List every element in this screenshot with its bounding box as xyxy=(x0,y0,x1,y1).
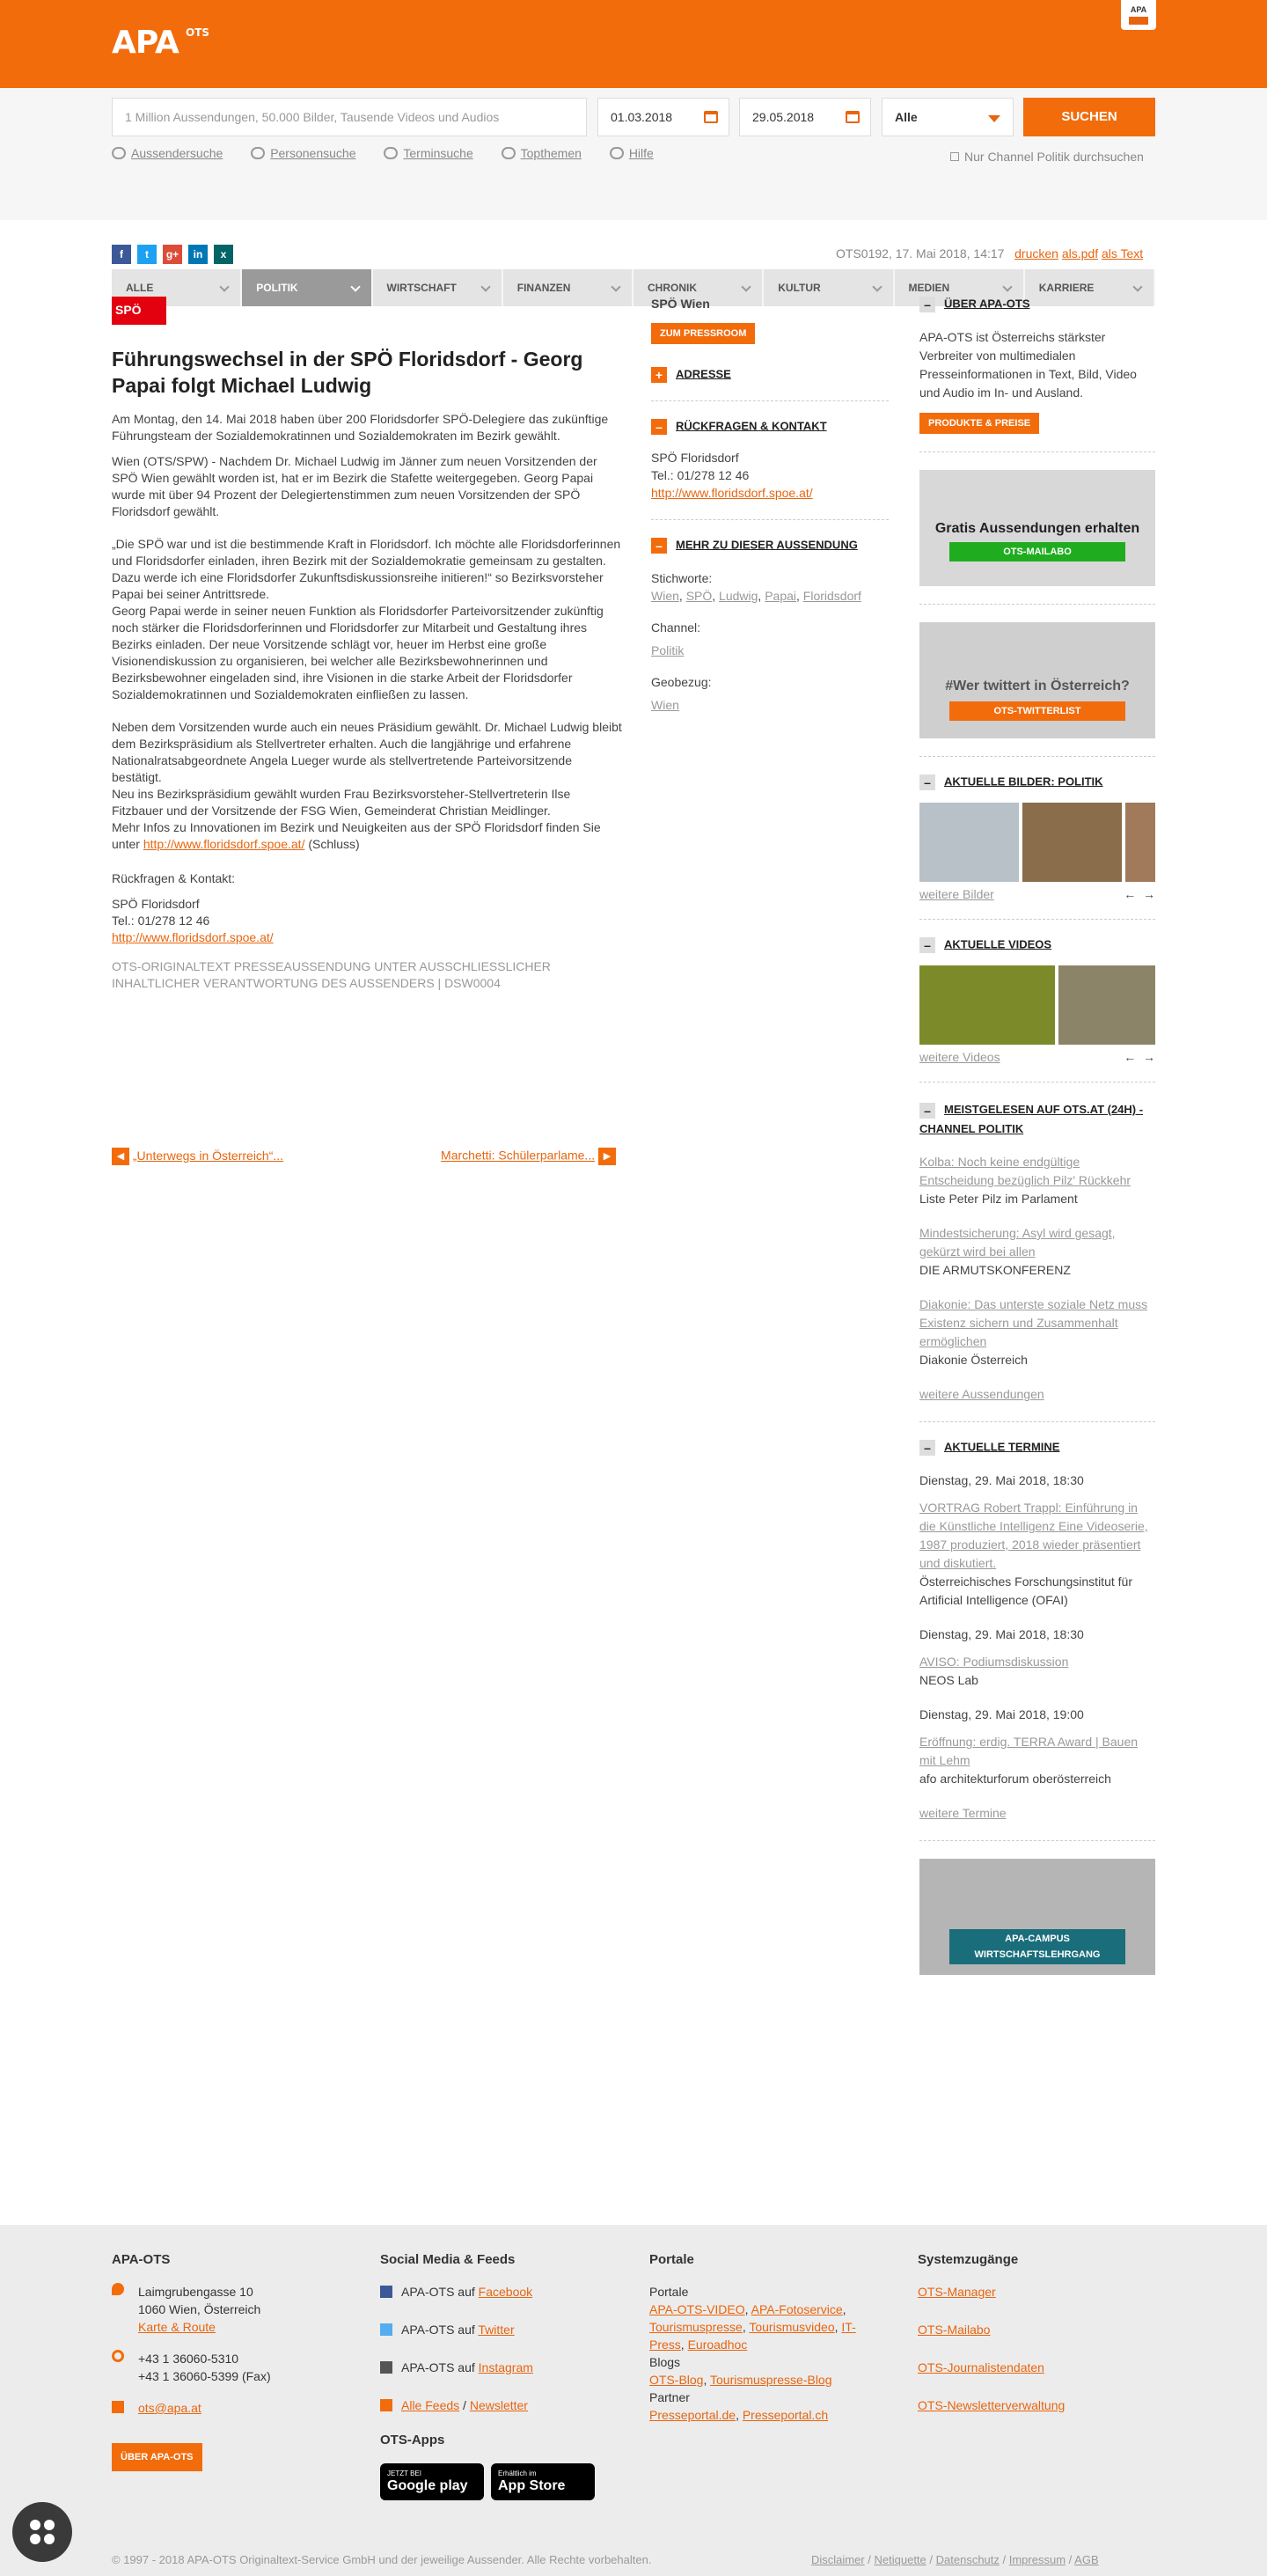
email-link[interactable]: ots@apa.at xyxy=(138,2401,201,2415)
pressroom-button[interactable]: ZUM PRESSROOM xyxy=(651,323,755,344)
video-thumb[interactable] xyxy=(919,965,1055,1045)
paragraph: „Die SPÖ war und ist die bestimmende Kraft in Floridsdorf. Ich möchte alle Floridsdorferinnen und Floridsdorfer einladen, ihren Bezirk mit der Sozialdemokratie gemeinsam zu gestalten. Dazu werde ich eine Floridsdorfer Zukunftsdiskussionsreihe initieren!“ so Bezirksvorsteher Papai bei seiner Antrittsrede. xyxy=(112,537,621,601)
instagram-link[interactable]: Instagram xyxy=(478,2360,533,2374)
keyword-link[interactable]: Papai xyxy=(765,589,797,603)
floridsdorf-link[interactable]: http://www.floridsdorf.spoe.at/ xyxy=(143,837,305,851)
feeds-link[interactable]: Alle Feeds xyxy=(401,2398,460,2412)
images-head[interactable]: – AKTUELLE BILDER: POLITIK xyxy=(919,774,1155,790)
twitter-icon[interactable]: t xyxy=(137,245,157,264)
arrow-left-icon: ◀ xyxy=(112,1148,129,1165)
sender-column xyxy=(651,297,889,714)
instagram-icon xyxy=(380,2361,392,2374)
about-head[interactable]: – ÜBER APA-OTS xyxy=(919,297,1155,312)
contact-tel: Tel.: 01/278 12 46 xyxy=(112,914,210,928)
video-thumb[interactable] xyxy=(1058,965,1155,1045)
netiquette-link[interactable]: Netiquette xyxy=(874,2553,926,2566)
tab-medien[interactable]: MEDIEN xyxy=(895,269,1025,306)
tab-chronik[interactable]: CHRONIK xyxy=(634,269,764,306)
disclaimer: OTS-ORIGINALTEXT PRESSEAUSSENDUNG UNTER AUSSCHLIESSLICHER INHALTLICHER VERANTWORTUNG DES AUSSENDERS | DSW0004 xyxy=(112,959,551,990)
keyword-link[interactable]: Wien xyxy=(651,589,679,603)
minus-icon: – xyxy=(919,937,935,953)
twitter-icon xyxy=(380,2323,392,2336)
topthemen-link[interactable]: Topthemen xyxy=(520,146,582,160)
rss-icon xyxy=(380,2399,392,2411)
mostread-head[interactable]: – MEISTGELESEN AUF OTS.AT (24H) - CHANNEL POLITIK xyxy=(919,1103,1144,1135)
apps-grid-button[interactable] xyxy=(12,2502,72,2562)
more-videos-link[interactable]: weitere Videos xyxy=(919,1050,1000,1064)
facebook-link[interactable]: Facebook xyxy=(478,2285,533,2299)
portal-link[interactable]: IT-Press xyxy=(649,2320,856,2352)
portal-link[interactable]: Euroadhoc xyxy=(687,2337,748,2352)
paragraph: Neu ins Bezirkspräsidium gewählt wurden Frau Bezirksvorsteher-Stellvertreterin Ilse Fitzbauer und der Vorsitzende der FSG Wien, Gemeinderat Christian Meidlinger. xyxy=(112,787,571,818)
contact-url-link[interactable]: http://www.floridsdorf.spoe.at/ xyxy=(112,930,274,944)
minus-icon: – xyxy=(651,538,667,554)
xing-icon[interactable]: x xyxy=(214,245,233,264)
minus-icon: – xyxy=(919,1440,935,1456)
mail-icon xyxy=(112,2401,124,2413)
minus-icon: – xyxy=(919,1103,935,1119)
paragraph: Mehr Infos zu Innovationen im Bezirk und Neuigkeiten aus der SPÖ Floridsdorf finden Sie unter http://www.floridsdorf.spoe.at/ (Schluss) xyxy=(112,820,601,851)
more-images-link[interactable]: weitere Bilder xyxy=(919,887,994,901)
personensuche-link[interactable]: Personensuche xyxy=(270,146,356,160)
article-lead: Am Montag, den 14. Mai 2018 haben über 200 Floridsdorfer SPÖ-Delegiere das zukünftige Führungsteam der Sozialdemokratinnen und Sozialdemokraten im Bezirk gewählt. xyxy=(112,412,609,443)
mostread-link[interactable]: Diakonie: Das unterste soziale Netz muss Existenz sichern und Zusammenhalt ermöglichen xyxy=(919,1297,1148,1348)
channel-label: Channel: xyxy=(651,620,701,635)
events-list xyxy=(919,1471,1155,1823)
tab-kultur[interactable]: KULTUR xyxy=(764,269,894,306)
events-head[interactable]: – AKTUELLE TERMINE xyxy=(919,1440,1155,1456)
geo-link[interactable]: Wien xyxy=(651,698,679,712)
tab-finanzen[interactable]: FINANZEN xyxy=(503,269,634,306)
sender-name: SPÖ Wien xyxy=(651,297,710,311)
minus-icon: – xyxy=(919,774,935,790)
about-apa-button[interactable]: ÜBER APA-OTS xyxy=(112,2443,202,2471)
tab-politik[interactable]: POLITIK xyxy=(242,269,372,306)
list-item: Mindestsicherung: Asyl wird gesagt, gekürzt wird bei allen DIE ARMUTSKONFERENZ xyxy=(919,1226,1116,1277)
portal-link[interactable]: Tourismusvideo xyxy=(749,2320,835,2334)
blog-link[interactable]: Tourismuspresse-Blog xyxy=(710,2373,832,2387)
google-play-button[interactable]: JETZT BEI Google play xyxy=(380,2463,484,2500)
prev-link[interactable]: ◀ „Unterwegs in Österreich“... xyxy=(112,1149,283,1163)
contact-toggle[interactable]: – RÜCKFRAGEN & KONTAKT xyxy=(651,419,889,435)
partner-link[interactable]: Presseportal.de xyxy=(649,2408,736,2422)
article-title: Führungswechsel in der SPÖ Floridsdorf - Georg Papai folgt Michael Ludwig xyxy=(112,348,583,397)
channel-link[interactable]: Politik xyxy=(651,643,685,657)
image-thumb[interactable] xyxy=(1022,803,1122,882)
carousel-arrows[interactable]: ← → xyxy=(1124,887,1155,901)
keyword-link[interactable]: Ludwig xyxy=(719,589,758,603)
facebook-icon[interactable]: f xyxy=(112,245,131,264)
tab-alle[interactable]: ALLE xyxy=(112,269,242,306)
keywords: Wien, SPÖ, Ludwig, Papai, Floridsdorf xyxy=(651,589,861,603)
portal-link[interactable]: APA-OTS-VIDEO xyxy=(649,2302,745,2316)
system-link[interactable]: OTS-Journalistendaten xyxy=(918,2360,1044,2374)
apa-badge[interactable]: APA xyxy=(1121,0,1156,30)
carousel-arrows[interactable]: ← → xyxy=(1124,1050,1155,1064)
calendar-icon[interactable] xyxy=(846,111,860,123)
search-links xyxy=(112,146,678,160)
prev-next-nav xyxy=(112,1148,616,1165)
image-thumb[interactable] xyxy=(919,803,1019,882)
googleplus-icon[interactable]: g+ xyxy=(163,245,182,264)
disclaimer-link[interactable]: Disclaimer xyxy=(811,2553,865,2566)
sender-contact-tel: Tel.: 01/278 12 46 xyxy=(651,468,750,482)
mailabo-promo[interactable]: Gratis Aussendungen erhalten OTS-MAILABO xyxy=(919,470,1155,586)
facebook-icon xyxy=(380,2286,392,2298)
sender-contact-url[interactable]: http://www.floridsdorf.spoe.at/ xyxy=(651,486,813,500)
channel-only-checkbox[interactable]: Nur Channel Politik durchsuchen xyxy=(950,150,1144,164)
list-item: Dienstag, 29. Mai 2018, 18:30 AVISO: Podiumsdiskussion NEOS Lab xyxy=(919,1627,1084,1687)
videos-head[interactable]: – AKTUELLE VIDEOS xyxy=(919,937,1155,953)
arrow-right-icon: ▶ xyxy=(598,1148,616,1165)
more-toggle[interactable]: – MEHR ZU DIESER AUSSENDUNG xyxy=(651,538,889,554)
spo-logo[interactable]: SPÖ xyxy=(112,297,166,325)
phone-icon xyxy=(112,2350,124,2362)
geo-label: Geobezug: xyxy=(651,675,712,689)
event-link[interactable]: VORTRAG Robert Trappl: Einführung in die Künstliche Intelligenz Eine Videoserie, 1987 produziert, 2018 wieder präsentiert und diskutiert. xyxy=(919,1501,1148,1570)
search-button[interactable]: SUCHEN xyxy=(1023,98,1155,136)
paragraph: Neben dem Vorsitzenden wurde auch ein neues Präsidium gewählt. Dr. Michael Ludwig bleibt dem Bezirkspräsidium als Stellvertreter erhalten. Auch die langjährige und erfahrene Nationalratsabgeordnete Angela Lueger wurde als stellvertretende Parteivorsitzende bestätigt. xyxy=(112,720,622,784)
portal-link[interactable]: Tourismuspresse xyxy=(649,2320,743,2334)
sender-contact-name: SPÖ Floridsdorf xyxy=(651,451,739,465)
article-meta: OTS0192, 17. Mai 2018, 14:17 drucken als.pdf als Text xyxy=(836,246,1144,261)
partner-link[interactable]: Presseportal.ch xyxy=(742,2408,829,2422)
more-releases-link[interactable]: weitere Aussendungen xyxy=(919,1387,1044,1401)
linkedin-icon[interactable]: in xyxy=(188,245,208,264)
blog-link[interactable]: OTS-Blog xyxy=(649,2373,704,2387)
event-link[interactable]: AVISO: Podiumsdiskussion xyxy=(919,1655,1069,1669)
paragraph: Wien (OTS/SPW) - Nachdem Dr. Michael Ludwig im Jänner zum neuen Vorsitzenden der SPÖ Wien gewählt worden ist, hat er im Bezirk die Stafette weitergegeben. Georg Papai wurde mit über 94 Prozent der Delegiertenstimmen zum neuen Vorsitzenden der SPÖ Floridsdorf gewählt. xyxy=(112,454,597,518)
contact-head: Rückfragen & Kontakt: xyxy=(112,871,236,885)
products-button[interactable]: PRODUKTE & PREISE xyxy=(919,413,1039,434)
campus-button[interactable]: APA-CAMPUS WIRTSCHAFTSLEHRGANG xyxy=(949,1929,1125,1964)
impressum-link[interactable]: Impressum xyxy=(1008,2553,1066,2566)
agb-link[interactable]: AGB xyxy=(1074,2553,1099,2566)
info-icon xyxy=(610,147,624,159)
mostread-link[interactable]: Mindestsicherung: Asyl wird gesagt, gekürzt wird bei allen xyxy=(919,1226,1116,1259)
video-thumbs xyxy=(919,965,1155,1045)
newsletter-link[interactable]: Newsletter xyxy=(469,2398,528,2412)
event-link[interactable]: Eröffnung: erdig. TERRA Award | Bauen mit Lehm xyxy=(919,1735,1139,1767)
text-link[interactable]: als Text xyxy=(1101,246,1144,261)
clock-icon xyxy=(384,147,398,159)
keywords-label: Stichworte: xyxy=(651,571,713,585)
more-events-link[interactable]: weitere Termine xyxy=(919,1806,1007,1820)
pdf-link[interactable]: als.pdf xyxy=(1061,246,1099,261)
list-item: Kolba: Noch keine endgültige Entscheidung bezüglich Pilz' Rückkehr Liste Peter Pilz im Parlament xyxy=(919,1155,1132,1206)
topic-icon xyxy=(502,147,516,159)
about-text: APA-OTS ist Österreichs stärkster Verbreiter von multimedialen Presseinformationen in Text, Bild, Video und Audio im In- und Ausland. xyxy=(919,330,1137,400)
footer xyxy=(0,2225,1267,2576)
keyword-link[interactable]: SPÖ xyxy=(685,589,713,603)
header xyxy=(0,0,1267,88)
paragraph: Georg Papai werde in seiner neuen Funktion als Floridsdorfer Parteivorsitzender zukünftig noch stärker die Floridsdorferinnen und Floridsdorfer zur Mitarbeit und Gestaltung ihres Bezirks einladen. Der neue Vorsitzende schlägt vor, heuer im Herbst eine große Visionendiskussion zu organisieren, bei welcher alle Bezirksbewohnerinnen und Bezirksbewohner eingeladen sind, ihre Visionen in die starke Arbeit der Floridsdorfer Sozialdemokratinnen und Sozialdemokraten einfließen zu lassen. xyxy=(112,604,604,701)
person-icon xyxy=(251,147,265,159)
datenschutz-link[interactable]: Datenschutz xyxy=(935,2553,1000,2566)
legal-links: Disclaimer / Netiquette / Datenschutz / Impressum / AGB xyxy=(811,2553,1099,2566)
app-store-button[interactable]: Erhältlich im App Store xyxy=(491,2463,595,2500)
twitter-promo[interactable]: #Wer twittert in Österreich? OTS-TWITTERLIST xyxy=(919,622,1155,738)
search-input[interactable]: 1 Million Aussendungen, 50.000 Bilder, Tausende Videos und Audios xyxy=(112,98,587,136)
portal-link[interactable]: APA-Fotoservice xyxy=(751,2302,843,2316)
location-icon xyxy=(112,2283,124,2295)
apa-ots-logo[interactable]: APA OTS xyxy=(112,25,210,61)
print-link[interactable]: drucken xyxy=(1014,246,1058,261)
address-toggle[interactable]: + ADRESSE xyxy=(651,367,889,383)
list-item: Diakonie: Das unterste soziale Netz muss Existenz sichern und Zusammenhalt ermöglichen Diakonie Österreich xyxy=(919,1297,1148,1367)
sidebar xyxy=(919,297,1155,1975)
system-link[interactable]: OTS-Manager xyxy=(918,2285,996,2299)
next-link[interactable]: Marchetti: Schülerparlame... ▶ xyxy=(441,1148,616,1165)
minus-icon: – xyxy=(919,297,935,312)
chevron-down-icon xyxy=(988,115,1000,122)
campus-promo[interactable] xyxy=(919,1859,1155,1975)
footer-col-portale: Portale Portale APA-OTS-VIDEO, APA-Fotoservice, Tourismuspresse, Tourismusvideo, IT-Press, Euroadhoc Blogs OTS-Blog, Tourismuspresse-Blog Partner Presseportal.de, Presseportal.ch xyxy=(649,2252,856,2422)
type-select[interactable]: Alle xyxy=(882,98,1014,136)
list-item: Dienstag, 29. Mai 2018, 18:30 VORTRAG Robert Trappl: Einführung in die Künstliche Intelligenz Eine Videoserie, 1987 produziert, 2018 wieder präsentiert und diskutiert. Österreichisches Forschungsinstitut für Artificial Intelligence (OFAI) xyxy=(919,1473,1148,1607)
footer-col-system: Systemzugänge OTS-Manager OTS-Mailabo OTS-Journalistendaten OTS-Newsletterverwaltung xyxy=(918,2252,1066,2412)
building-icon xyxy=(112,147,126,159)
hilfe-link[interactable]: Hilfe xyxy=(628,146,654,160)
date-from-field[interactable]: 01.03.2018 xyxy=(597,98,729,136)
contact-name: SPÖ Floridsdorf xyxy=(112,897,200,911)
mostread-link[interactable]: Kolba: Noch keine endgültige Entscheidung bezüglich Pilz' Rückkehr xyxy=(919,1155,1132,1187)
tab-wirtschaft[interactable]: WIRTSCHAFT xyxy=(373,269,503,306)
map-link[interactable]: Karte & Route xyxy=(138,2320,216,2334)
tab-karriere[interactable]: KARRIERE xyxy=(1025,269,1155,306)
terminsuche-link[interactable]: Terminsuche xyxy=(403,146,473,160)
twitter-link[interactable]: Twitter xyxy=(478,2323,515,2337)
plus-icon: + xyxy=(651,367,667,383)
calendar-icon[interactable] xyxy=(704,111,718,123)
system-link[interactable]: OTS-Mailabo xyxy=(918,2323,991,2337)
aussendersuche-link[interactable]: Aussendersuche xyxy=(131,146,223,160)
copyright: © 1997 - 2018 APA-OTS Originaltext-Service GmbH und der jeweilige Aussender. Alle Rechte vorbehalten. xyxy=(112,2553,652,2566)
footer-col-contact: APA-OTS Laimgrubengasse 10 1060 Wien, Österreich Karte & Route +43 1 36060-5310 +43 1 36060-5399 (Fax) ots@apa.at ÜBER APA-OTS xyxy=(112,2251,341,2471)
article-body xyxy=(112,411,622,1001)
mailabo-button[interactable]: OTS-MAILABO xyxy=(949,542,1125,561)
date-to-field[interactable]: 29.05.2018 xyxy=(739,98,871,136)
keyword-link[interactable]: Floridsdorf xyxy=(802,589,861,603)
system-link[interactable]: OTS-Newsletterverwaltung xyxy=(918,2398,1066,2412)
image-thumb[interactable] xyxy=(1125,803,1155,882)
twitterlist-button[interactable]: OTS-TWITTERLIST xyxy=(949,701,1125,721)
share-buttons xyxy=(112,245,233,264)
footer-col-social: Social Media & Feeds APA-OTS auf Facebook APA-OTS auf Twitter APA-OTS auf Instagram Alle Feeds / Newsletter OTS-Apps JETZT BEI Google play Erhältlich im App Store xyxy=(380,2251,626,2500)
list-item: Dienstag, 29. Mai 2018, 19:00 Eröffnung: erdig. TERRA Award | Bauen mit Lehm afo architekturforum oberösterreich xyxy=(919,1707,1139,1786)
image-thumbs xyxy=(919,803,1155,882)
mostread-list xyxy=(919,1153,1155,1404)
minus-icon: – xyxy=(651,419,667,435)
